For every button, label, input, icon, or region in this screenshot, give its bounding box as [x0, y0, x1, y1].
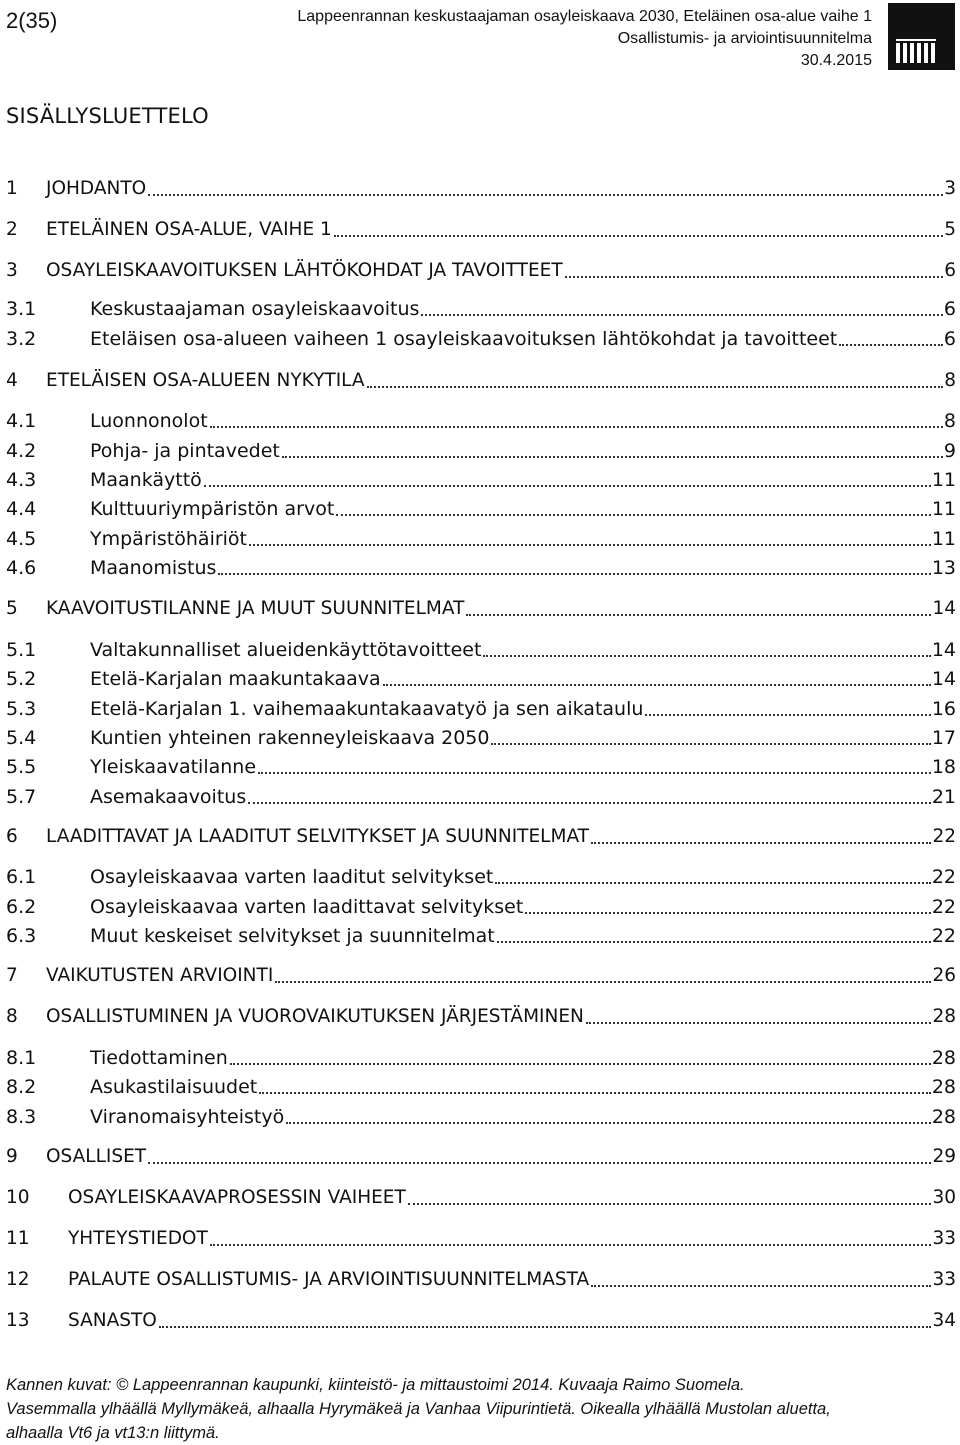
- toc-entry-page: 17: [931, 727, 956, 749]
- toc-entry-page: 11: [931, 498, 956, 520]
- toc-entry-title: SANASTO: [68, 1310, 157, 1331]
- toc-entry-title: Yleiskaavatilanne: [90, 756, 257, 778]
- toc-entry-number: 4.3: [6, 469, 37, 491]
- toc-entry[interactable]: [6, 368, 956, 394]
- toc-dot-leader: [258, 772, 931, 774]
- toc-entry-number: 6.2: [6, 896, 37, 918]
- toc-entry-number: 12: [6, 1269, 30, 1290]
- toc-entry-number: 9: [6, 1146, 18, 1167]
- toc-entry[interactable]: [6, 963, 956, 989]
- toc-entry[interactable]: [6, 217, 956, 243]
- toc-dot-leader: [491, 743, 930, 745]
- toc-dot-leader: [591, 1285, 931, 1287]
- toc-entry[interactable]: [6, 438, 956, 464]
- toc-entry-title: Maankäyttö: [90, 469, 202, 491]
- toc-dot-leader: [148, 1162, 931, 1164]
- toc-entry-number: 8.1: [6, 1047, 37, 1069]
- toc-entry-number: 5: [6, 598, 18, 619]
- toc-dot-leader: [210, 1244, 932, 1246]
- toc-entry-page: 16: [931, 698, 956, 720]
- toc-entry-number: 6.1: [6, 866, 37, 888]
- toc-entry-page: 34: [932, 1310, 956, 1331]
- toc-dot-leader: [645, 714, 930, 716]
- header-project-title: Lappeenrannan keskustaajaman osayleiskaava 2030, Eteläinen osa-alue vaihe 1: [297, 8, 872, 25]
- header-date: 30.4.2015: [800, 52, 872, 69]
- toc-dot-leader: [383, 684, 931, 686]
- header-document-title: Osallistumis- ja arviointisuunnitelma: [617, 30, 872, 47]
- toc-dot-leader: [282, 456, 943, 458]
- toc-entry[interactable]: [6, 1144, 956, 1170]
- toc-dot-leader: [483, 655, 930, 657]
- toc-dot-leader: [466, 614, 931, 616]
- toc-entry-page: 3: [944, 178, 956, 199]
- toc-entry-page: 22: [932, 826, 956, 847]
- toc-dot-leader: [565, 276, 944, 278]
- toc-entry-title: PALAUTE OSALLISTUMIS- JA ARVIOINTISUUNNITELMASTA: [68, 1269, 590, 1290]
- footer-line-3: alhaalla Vt6 ja vt13:n liittymä.: [6, 1424, 220, 1442]
- toc-entry-number: 5.3: [6, 698, 37, 720]
- toc-entry[interactable]: [6, 258, 956, 284]
- toc-entry[interactable]: [6, 555, 956, 581]
- toc-dot-leader: [591, 842, 931, 844]
- toc-entry-title: ETELÄINEN OSA-ALUE, VAIHE 1: [46, 219, 332, 240]
- toc-entry-title: Kulttuuriympäristön arvot: [90, 498, 335, 520]
- toc-entry-title: OSAYLEISKAAVOITUKSEN LÄHTÖKOHDAT JA TAVOITTEET: [46, 260, 563, 281]
- toc-dot-leader: [408, 1203, 932, 1205]
- toc-entry-page: 11: [931, 469, 956, 491]
- toc-entry-title: KAAVOITUSTILANNE JA MUUT SUUNNITELMAT: [46, 598, 465, 619]
- toc-entry-title: Etelä-Karjalan maakuntakaava: [90, 668, 381, 690]
- toc-entry-page: 18: [931, 756, 956, 778]
- toc-dot-leader: [336, 514, 931, 516]
- toc-entry[interactable]: [6, 1185, 956, 1211]
- toc-entry-title: YHTEYSTIEDOT: [68, 1228, 208, 1249]
- toc-entry-page: 29: [932, 1146, 956, 1167]
- toc-dot-leader: [839, 344, 943, 346]
- toc-entry-page: 22: [931, 866, 956, 888]
- toc-entry-page: 13: [931, 557, 956, 579]
- toc-entry-title: Ympäristöhäiriöt: [90, 528, 248, 550]
- toc-entry[interactable]: [6, 754, 956, 780]
- toc-entry-title: Keskustaajaman osayleiskaavoitus: [90, 298, 420, 320]
- toc-entry[interactable]: [6, 1267, 956, 1293]
- toc-entry-number: 5.4: [6, 727, 37, 749]
- toc-entry-number: 2: [6, 219, 18, 240]
- toc-entry-number: 4.5: [6, 528, 37, 550]
- toc-dot-leader: [525, 912, 931, 914]
- toc-entry-number: 4.4: [6, 498, 37, 520]
- toc-entry-number: 5.5: [6, 756, 37, 778]
- toc-entry-page: 6: [943, 328, 956, 350]
- toc-entry[interactable]: [6, 923, 956, 949]
- toc-entry[interactable]: [6, 637, 956, 663]
- toc-entry-page: 21: [931, 786, 956, 808]
- toc-entry[interactable]: [6, 1074, 956, 1100]
- toc-entry[interactable]: [6, 176, 956, 202]
- toc-entry[interactable]: [6, 824, 956, 850]
- toc-entry-page: 5: [944, 219, 956, 240]
- toc-entry-page: 14: [932, 598, 956, 619]
- toc-entry[interactable]: [6, 526, 956, 552]
- toc-entry-number: 4.2: [6, 440, 37, 462]
- toc-entry-number: 7: [6, 965, 18, 986]
- toc-entry-title: OSALLISET: [46, 1146, 147, 1167]
- toc-entry-number: 4.1: [6, 410, 37, 432]
- toc-entry-number: 4.6: [6, 557, 37, 579]
- toc-entry-title: Tiedottaminen: [90, 1047, 228, 1069]
- toc-entry[interactable]: [6, 296, 956, 322]
- toc-dot-leader: [249, 544, 931, 546]
- toc-entry-title: Eteläisen osa-alueen vaiheen 1 osayleiskaavoituksen lähtökohdat ja tavoitteet: [90, 328, 838, 350]
- toc-entry-page: 6: [943, 298, 956, 320]
- toc-dot-leader: [495, 882, 930, 884]
- toc-entry-page: 9: [943, 440, 956, 462]
- toc-entry-title: Osayleiskaavaa varten laadittavat selvitykset: [90, 896, 524, 918]
- toc-entry-title: Muut keskeiset selvitykset ja suunnitelmat: [90, 925, 495, 947]
- toc-entry-title: Viranomaisyhteistyö: [90, 1106, 285, 1128]
- toc-entry-page: 26: [932, 965, 956, 986]
- toc-entry-title: VAIKUTUSTEN ARVIOINTI: [46, 965, 274, 986]
- toc-title: SISÄLLYSLUETTELO: [6, 104, 209, 128]
- toc-entry[interactable]: [6, 666, 956, 692]
- toc-entry-page: 30: [932, 1187, 956, 1208]
- toc-entry-title: OSALLISTUMINEN JA VUOROVAIKUTUKSEN JÄRJESTÄMINEN: [46, 1006, 584, 1027]
- toc-entry[interactable]: [6, 725, 956, 751]
- toc-entry-page: 33: [932, 1228, 956, 1249]
- toc-entry-number: 6: [6, 826, 18, 847]
- footer-line-2: Vasemmalla ylhäällä Myllymäkeä, alhaalla Hyrymäkeä ja Vanhaa Viipurintietä. Oikealla ylhäällä Mustolan aluetta,: [6, 1400, 831, 1418]
- toc-entry-number: 5.2: [6, 668, 37, 690]
- toc-entry-number: 13: [6, 1310, 30, 1331]
- toc-dot-leader: [275, 981, 931, 983]
- toc-entry[interactable]: [6, 696, 956, 722]
- toc-entry-page: 11: [931, 528, 956, 550]
- toc-entry[interactable]: [6, 408, 956, 434]
- cover-photo-credits: [6, 1373, 956, 1445]
- toc-entry-number: 10: [6, 1187, 30, 1208]
- toc-entry-title: OSAYLEISKAAVAPROSESSIN VAIHEET: [68, 1187, 406, 1208]
- footer-line-1: Kannen kuvat: © Lappeenrannan kaupunki, kiinteistö- ja mittaustoimi 2014. Kuvaaja Raimo Suomela.: [6, 1376, 745, 1394]
- toc-entry-title: LAADITTAVAT JA LAADITUT SELVITYKSET JA SUUNNITELMAT: [46, 826, 589, 847]
- toc-entry-page: 28: [931, 1047, 956, 1069]
- toc-dot-leader: [259, 1092, 931, 1094]
- toc-entry[interactable]: [6, 1226, 956, 1252]
- toc-entry[interactable]: [6, 1045, 956, 1071]
- toc-entry-number: 6.3: [6, 925, 37, 947]
- toc-entry-page: 22: [931, 925, 956, 947]
- toc-dot-leader: [367, 386, 944, 388]
- toc-dot-leader: [148, 194, 943, 196]
- toc-entry-title: JOHDANTO: [46, 178, 147, 199]
- toc-entry-title: Etelä-Karjalan 1. vaihemaakuntakaavatyö ja sen aikataulu: [90, 698, 644, 720]
- toc-entry-page: 8: [943, 410, 956, 432]
- toc-dot-leader: [204, 485, 931, 487]
- toc-entry-page: 14: [931, 639, 956, 661]
- toc-entry-page: 22: [931, 896, 956, 918]
- toc-entry-number: 4: [6, 370, 18, 391]
- toc-entry-title: Asemakaavoitus: [90, 786, 247, 808]
- toc-entry-title: Asukastilaisuudet: [90, 1076, 258, 1098]
- toc-entry-number: 3: [6, 260, 18, 281]
- toc-entry-page: 6: [944, 260, 956, 281]
- toc-entry-title: Pohja- ja pintavedet: [90, 440, 280, 462]
- toc-entry-title: Osayleiskaavaa varten laaditut selvitykset: [90, 866, 494, 888]
- toc-entry-number: 11: [6, 1228, 30, 1249]
- document-header: [297, 6, 872, 72]
- toc-entry[interactable]: [6, 496, 956, 522]
- toc-entry-page: 28: [931, 1076, 956, 1098]
- toc-dot-leader: [334, 235, 943, 237]
- toc-entry-number: 3.2: [6, 328, 37, 350]
- toc-entry-title: Maanomistus: [90, 557, 217, 579]
- toc-dot-leader: [421, 314, 943, 316]
- toc-entry-number: 8.3: [6, 1106, 37, 1128]
- toc-entry[interactable]: [6, 1104, 956, 1130]
- toc-entry-page: 28: [931, 1106, 956, 1128]
- toc-entry-title: ETELÄISEN OSA-ALUEEN NYKYTILA: [46, 370, 365, 391]
- toc-entry-page: 28: [932, 1006, 956, 1027]
- toc-entry-page: 14: [931, 668, 956, 690]
- toc-entry-number: 1: [6, 178, 18, 199]
- toc-entry[interactable]: [6, 1004, 956, 1030]
- toc-entry-number: 5.7: [6, 786, 37, 808]
- toc-entry-page: 8: [944, 370, 956, 391]
- toc-dot-leader: [497, 941, 931, 943]
- toc-entry-title: Luonnonolot: [90, 410, 208, 432]
- toc-entry-number: 8: [6, 1006, 18, 1027]
- toc-entry-number: 3.1: [6, 298, 37, 320]
- toc-entry[interactable]: [6, 596, 956, 622]
- toc-dot-leader: [248, 802, 931, 804]
- toc-entry-number: 8.2: [6, 1076, 37, 1098]
- toc-entry[interactable]: [6, 1308, 956, 1334]
- city-logo-icon: [888, 3, 955, 70]
- toc-dot-leader: [159, 1326, 932, 1328]
- toc-entry[interactable]: [6, 784, 956, 810]
- toc-entry-title: Kuntien yhteinen rakenneyleiskaava 2050: [90, 727, 490, 749]
- toc-dot-leader: [218, 573, 930, 575]
- page-number: 2(35): [6, 8, 58, 33]
- toc-entry[interactable]: [6, 864, 956, 890]
- toc-entry[interactable]: [6, 326, 956, 352]
- toc-entry[interactable]: [6, 467, 956, 493]
- toc-dot-leader: [230, 1063, 931, 1065]
- toc-dot-leader: [286, 1122, 931, 1124]
- toc-dot-leader: [210, 426, 943, 428]
- toc-entry-number: 5.1: [6, 639, 37, 661]
- toc-dot-leader: [586, 1022, 932, 1024]
- toc-entry[interactable]: [6, 894, 956, 920]
- toc-entry-title: Valtakunnalliset alueidenkäyttötavoitteet: [90, 639, 482, 661]
- toc-entry-page: 33: [932, 1269, 956, 1290]
